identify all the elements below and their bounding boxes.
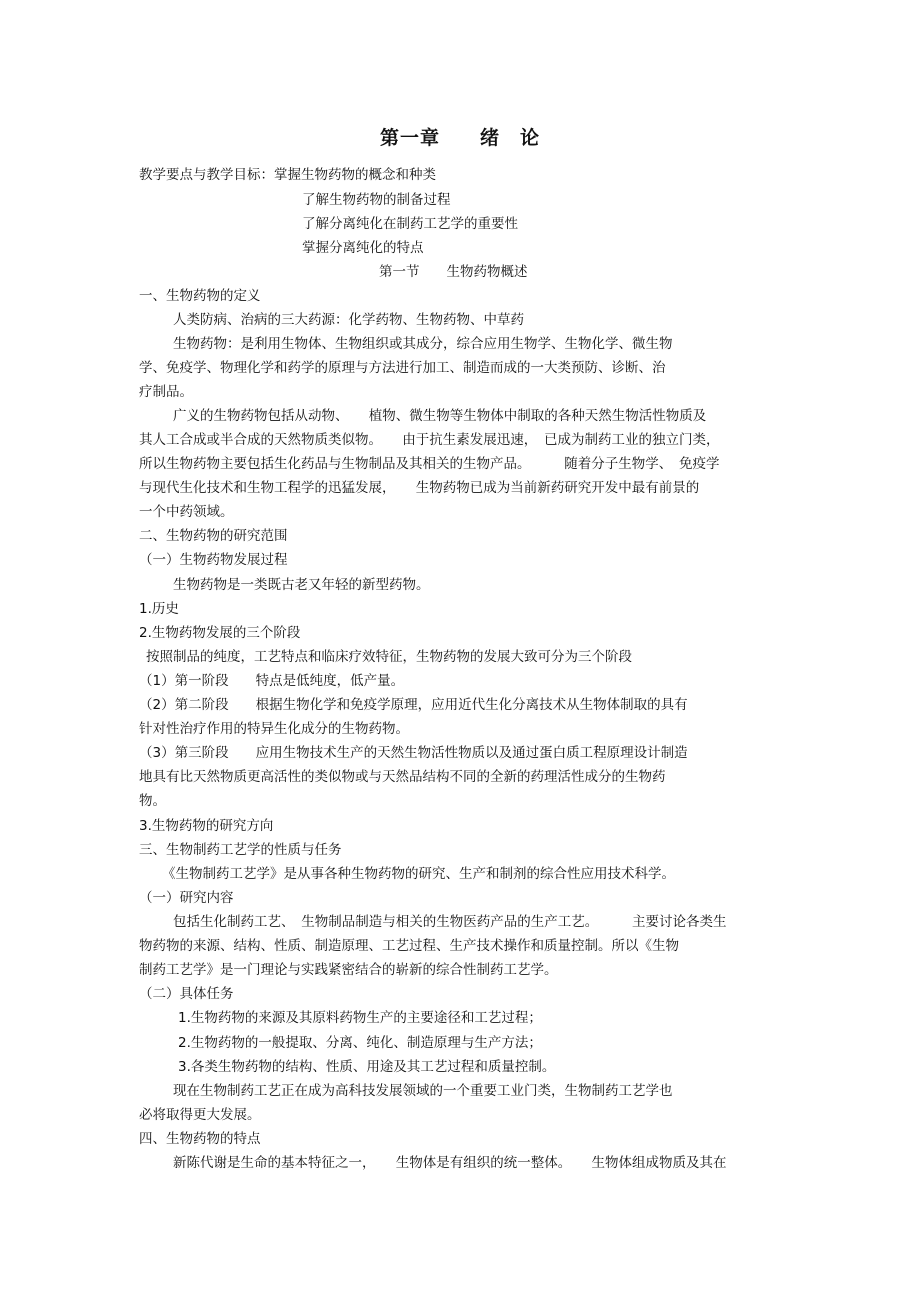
text-line: 物药物的来源、结构、性质、制造原理、工艺过程、生产技术操作和质量控制。所以《生物	[139, 938, 679, 954]
text-line: 现在生物制药工艺正在成为高科技发展领域的一个重要工业门类，生物制药工艺学也	[173, 1083, 673, 1099]
subheading: （二）具体任务	[139, 986, 234, 1002]
list-item: 1.生物药物的来源及其原料药物生产的主要途径和工艺过程；	[178, 1010, 542, 1026]
text-line: 按照制品的纯度，工艺特点和临床疗效特征，生物药物的发展大致可分为三个阶段	[146, 649, 632, 665]
subheading: （一）研究内容	[139, 890, 234, 906]
subheading: （一）生物药物发展过程	[139, 552, 288, 568]
section-title: 第一节 生物药物概述	[379, 264, 528, 280]
text-line: 广义的生物药物包括从动物、 植物、微生物等生物体中制取的各种天然生物活性物质及	[173, 408, 707, 424]
text-line: 一个中药领域。	[139, 504, 234, 520]
text-line: 制药工艺学》是一门理论与实践紧密结合的崭新的综合性制药工艺学。	[139, 962, 558, 978]
text-line: （2）第二阶段 根据生物化学和免疫学原理，应用近代生化分离技术从生物体制取的具有	[139, 697, 688, 713]
text-line: （1）第一阶段 特点是低纯度，低产量。	[139, 673, 405, 689]
text-line: 《生物制药工艺学》是从事各种生物药物的研究、生产和制剂的综合性应用技术科学。	[162, 866, 675, 882]
text-line: 与现代生化技术和生物工程学的迅猛发展， 生物药物已成为当前新药研究开发中最有前景的	[139, 480, 700, 496]
heading: 三、生物制药工艺学的性质与任务	[139, 842, 342, 858]
text-line: 2.生物药物发展的三个阶段	[139, 625, 301, 641]
heading: 四、生物药物的特点	[139, 1131, 261, 1147]
text-line: 生物药物是一类既古老又年轻的新型药物。	[173, 577, 430, 593]
heading: 一、生物药物的定义	[139, 288, 261, 304]
text-line: 地具有比天然物质更高活性的类似物或与天然品结构不同的全新的药理活性成分的生物药	[139, 769, 666, 785]
text-line: 1.历史	[139, 601, 179, 617]
list-item: 3.各类生物药物的结构、性质、用途及其工艺过程和质量控制。	[178, 1059, 556, 1075]
text-line: 物。	[139, 793, 166, 809]
text-line: 必将取得更大发展。	[139, 1107, 261, 1123]
text-line: 针对性治疗作用的特异生化成分的生物药物。	[139, 721, 409, 737]
list-item: 2.生物药物的一般提取、分离、纯化、制造原理与生产方法；	[178, 1035, 542, 1051]
heading: 二、生物药物的研究范围	[139, 528, 288, 544]
text-line: 生物药物：是利用生物体、生物组织或其成分，综合应用生物学、生物化学、微生物	[173, 336, 673, 352]
text-line: 3.生物药物的研究方向	[139, 818, 274, 834]
chapter-title: 第一章 绪 论	[380, 127, 541, 149]
text-line: 疗制品。	[139, 384, 193, 400]
text-line: 了解分离纯化在制药工艺学的重要性	[302, 216, 518, 232]
text-line: 掌握分离纯化的特点	[302, 240, 424, 256]
text-line: 包括生化制药工艺、 生物制品制造与相关的生物医药产品的生产工艺。 主要讨论各类生	[173, 914, 727, 930]
text-line: 教学要点与教学目标：掌握生物药物的概念和种类	[139, 167, 436, 183]
text-line: 学、免疫学、物理化学和药学的原理与方法进行加工、制造而成的一大类预防、诊断、治	[139, 360, 666, 376]
text-line: 人类防病、治病的三大药源：化学药物、生物药物、中草药	[173, 312, 524, 328]
text-line: 新陈代谢是生命的基本特征之一， 生物体是有组织的统一整体。 生物体组成物质及其在	[173, 1155, 727, 1171]
text-line: 其人工合成或半合成的天然物质类似物。 由于抗生素发展迅速， 已成为制药工业的独立门类，	[139, 432, 720, 448]
text-line: 所以生物药物主要包括生化药品与生物制品及其相关的生物产品。 随着分子生物学、 免疫学	[139, 456, 720, 472]
text-line: （3）第三阶段 应用生物技术生产的天然生物活性物质以及通过蛋白质工程原理设计制造	[139, 745, 688, 761]
text-line: 了解生物药物的制备过程	[302, 192, 451, 208]
